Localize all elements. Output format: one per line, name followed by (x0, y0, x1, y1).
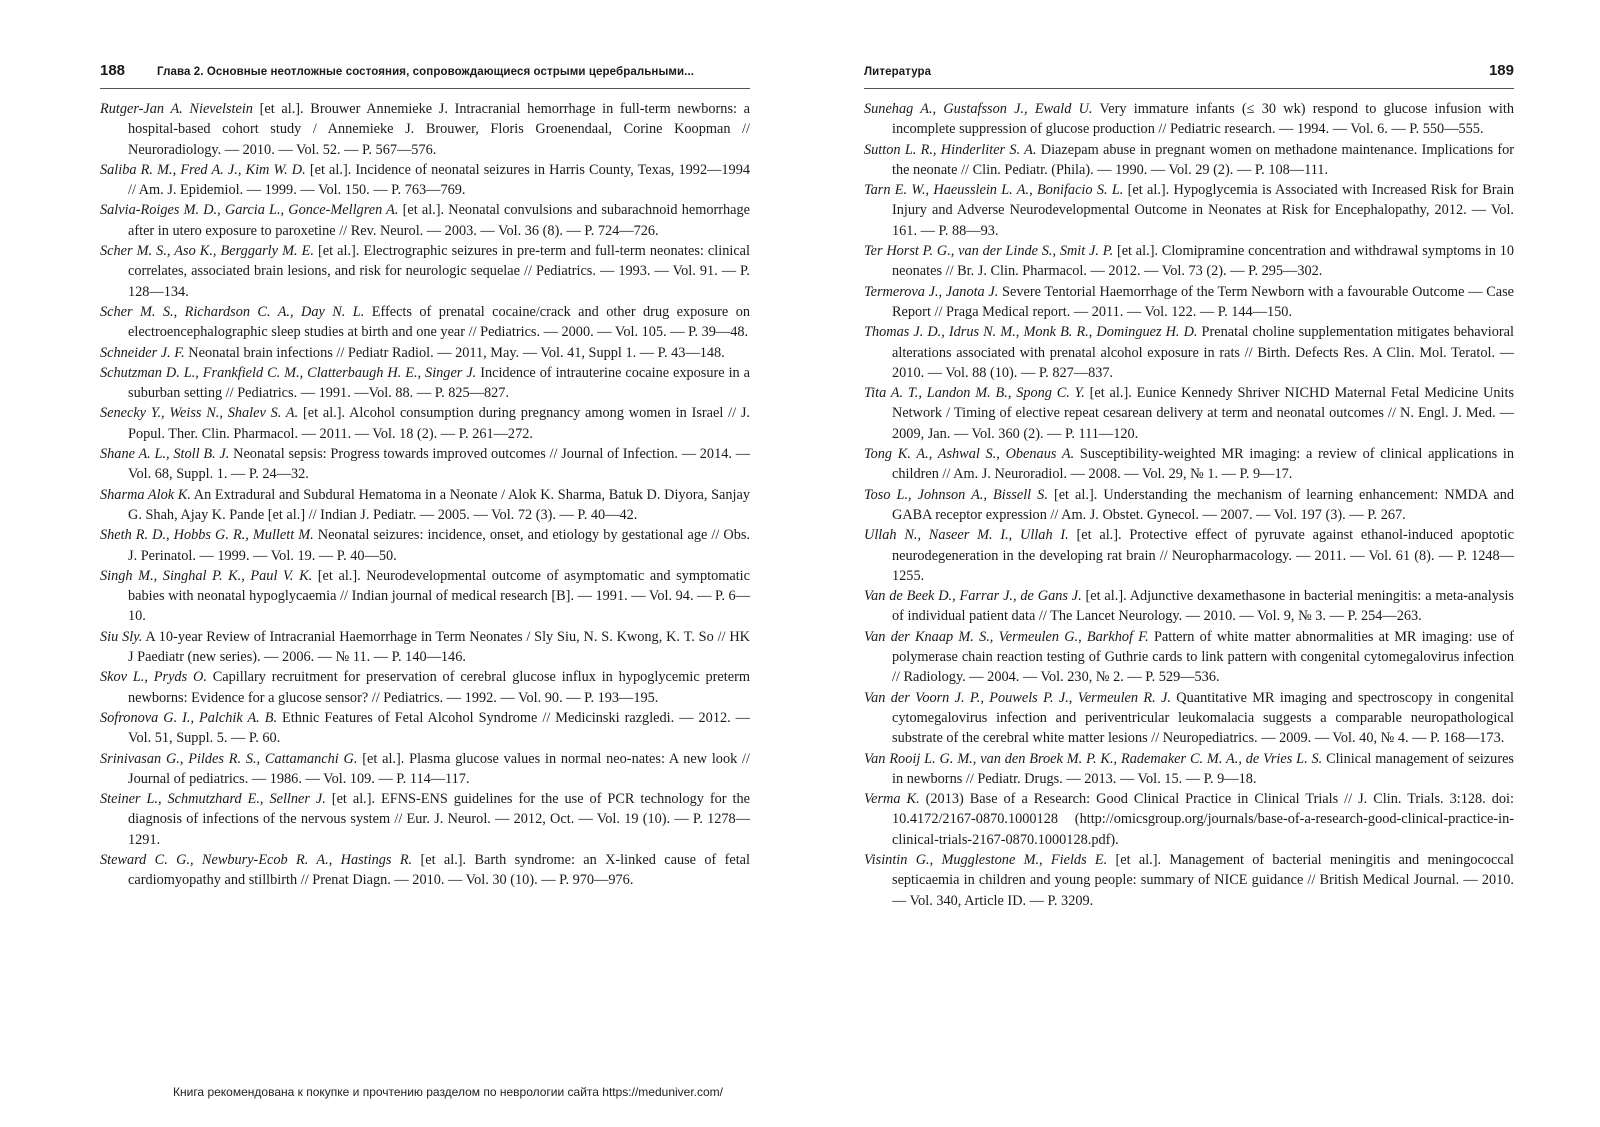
reference-entry (864, 789, 1514, 850)
reference-entry (100, 525, 750, 566)
reference-entry (864, 241, 1514, 282)
reference-entry (864, 444, 1514, 485)
reference-entry (100, 708, 750, 749)
reference-text: Prenatal choline supplementation mitigates behavioral alterations associated with prenatal alcohol exposure in rats // Birth. Defects Res. A Clin. Mol. Teratol. — 2010. — Vol. 88 (10). — P. 827—837. (892, 324, 1514, 381)
reference-authors: Sheth R. D., Hobbs G. R., Mullett M. (100, 527, 314, 544)
reference-text: [et al.]. Eunice Kennedy Shriver NICHD Maternal Fetal Medicine Units Network / Timing of elective repeat cesarean delivery at term and neonatal outcomes // N. Engl. J. Med. — 2009, Jan. — Vol. 360 (2). — P. 111—120. (892, 385, 1515, 442)
reference-authors: Ullah N., Naseer M. I., Ullah I. (864, 527, 1069, 544)
footer-note: Книга рекомендована к покупке и прочтению разделом по неврологии сайта https://meduniver.com/ (173, 1085, 724, 1099)
reference-entry (864, 485, 1514, 526)
reference-authors: Siu Sly. (100, 628, 143, 645)
reference-text: [et al.]. Adjunctive dexamethasone in bacterial meningitis: a meta-analysis of individual patient data // The Lancet Neurology. — 2010. — Vol. 9, № 3. — P. 254—263. (892, 588, 1514, 625)
reference-text: Diazepam abuse in pregnant women on methadone maintenance. Implications for the neonate // Clin. Pediatr. (Phila). — 1990. — Vol. 29 (2). — P. 108—111. (892, 141, 1514, 178)
reference-authors: Scher M. S., Richardson C. A., Day N. L. (100, 303, 365, 320)
page-number: 189 (1488, 62, 1514, 79)
reference-text: Neonatal sepsis: Progress towards improved outcomes // Journal of Infection. — 2014. — Vol. 68, Suppl. 1. — P. 24—32. (128, 446, 751, 483)
reference-text: [et al.]. Clomipramine concentration and withdrawal symptoms in 10 neonates // Br. J. Clin. Pharmacol. — 2012. — Vol. 73 (2). — P. 295—302. (892, 243, 1514, 280)
reference-authors: Steward C. G., Newbury-Ecob R. A., Hastings R. (100, 851, 413, 868)
reference-entry (100, 99, 750, 160)
reference-authors: Sutton L. R., Hinderliter S. A. (864, 141, 1037, 158)
reference-list (100, 99, 750, 891)
running-title: Глава 2. Основные неотложные состояния, сопровождающиеся острыми церебральными... (157, 66, 695, 78)
running-head (864, 62, 1514, 89)
reference-entry (100, 566, 750, 627)
reference-text: Susceptibility-weighted MR imaging: a review of clinical applications in children // Am. J. Neuroradiol. — 2008. — Vol. 29, № 1. — P. 9—17. (892, 446, 1515, 483)
reference-text: [et al.]. Understanding the mechanism of learning enhancement: NMDA and GABA receptor expression // Am. J. Obstet. Gynecol. — 2007. — Vol. 197 (3). — P. 267. (892, 486, 1514, 523)
reference-text: [et al.]. Protective effect of pyruvate against ethanol-induced apoptotic neurodegeneration in the developing rat brain // Neuropharmacology. — 2011. — Vol. 61 (8). — P. 1248—1255. (892, 527, 1514, 584)
reference-authors: Verma K. (864, 791, 920, 808)
reference-authors: Schneider J. F. (100, 344, 185, 361)
reference-entry (864, 688, 1514, 749)
reference-text: [et al.]. Hypoglycemia is Associated with Increased Risk for Brain Injury and Adverse Neurodevelopmental Outcome in Neonates at Risk for Encephalopathy, 2012. — Vol. 161. — P. 88—93. (892, 182, 1514, 239)
reference-text: [et al.]. Electrographic seizures in pre-term and full-term neonates: clinical correlates, associated brain lesions, and risk for neurologic sequelae // Pediatrics. — 1993. — Vol. 91. — P. 128—134. (128, 243, 750, 300)
reference-text: Very immature infants (≤ 30 wk) respond to glucose infusion with incomplete suppression of glucose production // Pediatric research. — 1994. — Vol. 6. — P. 550—555. (892, 101, 1514, 138)
reference-entry (864, 586, 1514, 627)
reference-entry (864, 180, 1514, 241)
reference-entry (100, 241, 750, 302)
reference-entry (864, 282, 1514, 323)
reference-entry (100, 749, 750, 790)
reference-entry (864, 322, 1514, 383)
reference-authors: Tong K. A., Ashwal S., Obenaus A. (864, 446, 1075, 463)
reference-entry (100, 403, 750, 444)
reference-authors: Senecky Y., Weiss N., Shalev S. A. (100, 405, 299, 422)
running-title: Литература (864, 66, 932, 78)
reference-text: Effects of prenatal cocaine/crack and other drug exposure on electroencephalographic sleep studies at birth and one year // Pediatrics. — 2000. — Vol. 105. — P. 39—48. (128, 303, 750, 341)
reference-entry (100, 789, 750, 850)
right-page (864, 62, 1514, 911)
reference-text: Incidence of intrauterine cocaine exposure in a suburban setting // Pediatrics. — 1991. —Vol. 88. — P. 825—827. (128, 364, 750, 402)
reference-text: [et al.]. Management of bacterial meningitis and meningococcal septicaemia in children and young people: summary of NICE guidance // British Medical Journal. — 2010. — Vol. 340, Article ID. — P. 3209. (892, 851, 1514, 909)
reference-text: Neonatal seizures: incidence, onset, and etiology by gestational age // Obs. J. Perinatol. — 1999. — Vol. 19. — P. 40—50. (128, 527, 750, 564)
reference-text: (2013) Base of a Research: Good Clinical Practice in Clinical Trials // J. Clin. Trials. 3:128. doi: 10.4172/2167-0870.1000128 (http://omicsgroup.org/journals/base-of-a-research-good-clinical-practice-in-clinical-trials-2167-0870.1000128.pdf). (892, 791, 1514, 848)
reference-authors: Van der Knaap M. S., Vermeulen G., Barkhof F. (864, 628, 1149, 645)
reference-entry (100, 850, 750, 891)
reference-authors: Singh M., Singhal P. K., Paul V. K. (100, 567, 313, 584)
reference-text: [et al.]. Alcohol consumption during pregnancy among women in Israel // J. Popul. Ther. Clin. Pharmacol. — 2011. — Vol. 18 (2). — P. 261—272. (128, 405, 750, 442)
reference-authors: Tarn E. W., Haeusslein L. A., Bonifacio S. L. (864, 182, 1124, 199)
reference-authors: Sofronova G. I., Palchik A. B. (100, 709, 278, 726)
left-page (100, 62, 750, 891)
reference-authors: Sharma Alok K. (100, 486, 191, 503)
reference-entry (100, 667, 750, 708)
reference-text: [et al.]. Incidence of neonatal seizures in Harris County, Texas, 1992—1994 // Am. J. Epidemiol. — 1999. — Vol. 150. — P. 763—769. (128, 161, 750, 199)
reference-authors: Van der Voorn J. P., Pouwels P. J., Vermeulen R. J. (864, 689, 1171, 706)
reference-entry (864, 140, 1514, 181)
reference-entry (864, 850, 1514, 911)
reference-authors: Tita A. T., Landon M. B., Spong C. Y. (864, 385, 1085, 402)
reference-entry (100, 363, 750, 404)
reference-authors: Van de Beek D., Farrar J., de Gans J. (864, 588, 1082, 605)
reference-text: A 10-year Review of Intracranial Haemorrhage in Term Neonates / Sly Siu, N. S. Kwong, K. T. So // HK J Paediatr (new series). — 2006. — № 11. — P. 140—146. (128, 628, 750, 666)
reference-entry (864, 627, 1514, 688)
reference-text: [et al.]. Neurodevelopmental outcome of asymptomatic and symptomatic babies with neonatal hypoglycaemia // Indian journal of medical research [B]. — 1991. — Vol. 94. — P. 6—10. (128, 567, 750, 625)
reference-text: An Extradural and Subdural Hematoma in a Neonate / Alok K. Sharma, Batuk D. Diyora, Sanjay G. Shah, Ajay K. Pande [et al.] // Indian J. Pediatr. — 2005. — Vol. 72 (3). — P. 40—42. (128, 486, 750, 523)
reference-authors: Salvia-Roiges M. D., Garcia L., Gonce-Mellgren A. (100, 202, 399, 219)
reference-text: [et al.]. EFNS-ENS guidelines for the use of PCR technology for the diagnosis of infections of the nervous system // Eur. J. Neurol. — 2012, Oct. — Vol. 19 (10). — P. 1278—1291. (128, 791, 750, 848)
reference-authors: Steiner L., Schmutzhard E., Sellner J. (100, 791, 326, 808)
reference-authors: Schutzman D. L., Frankfield C. M., Clatterbaugh H. E., Singer J. (100, 364, 477, 381)
reference-authors: Srinivasan G., Pildes R. S., Cattamanchi G. (100, 750, 358, 767)
reference-entry (100, 444, 750, 485)
reference-authors: Visintin G., Mugglestone M., Fields E. (864, 851, 1108, 868)
reference-entry (864, 383, 1514, 444)
reference-authors: Van Rooij L. G. M., van den Broek M. P. K., Rademaker C. M. A., de Vries L. S. (864, 750, 1323, 767)
reference-authors: Termerova J., Janota J. (864, 283, 999, 300)
reference-entry (864, 749, 1514, 790)
reference-authors: Scher M. S., Aso K., Berggarly M. E. (100, 243, 314, 260)
reference-entry (100, 343, 750, 363)
reference-text: [et al.]. Neonatal convulsions and subarachnoid hemorrhage after in utero exposure to paroxetine // Rev. Neurol. — 2003. — Vol. 36 (8). — P. 724—726. (128, 202, 750, 239)
reference-text: Quantitative MR imaging and spectroscopy in congenital cytomegalovirus infection and periventricular leukomalacia suggests a comparable neuropathological substrate of the cerebral white matter lesions // Neuropediatrics. — 2009. — Vol. 40, № 4. — P. 168—173. (892, 689, 1514, 747)
reference-text: [et al.]. Brouwer Annemieke J. Intracranial hemorrhage in full-term newborns: a hospital-based cohort study / Annemieke J. Brouwer, Floris Groenendaal, Corine Koopman // Neuroradiology. — 2010. — Vol. 52. — P. 567—576. (128, 101, 751, 158)
reference-text: [et al.]. Plasma glucose values in normal neo-nates: A new look // Journal of pediatrics. — 1986. — Vol. 109. — P. 114—117. (128, 750, 750, 787)
reference-authors: Thomas J. D., Idrus N. M., Monk B. R., Dominguez H. D. (864, 324, 1198, 341)
reference-entry (864, 99, 1514, 140)
reference-text: Clinical management of seizures in newborns // Pediatr. Drugs. — 2013. — Vol. 15. — P. 9—18. (892, 750, 1514, 787)
reference-entry (100, 160, 750, 201)
reference-text: Ethnic Features of Fetal Alcohol Syndrome // Medicinski razgledi. — 2012. — Vol. 51, Suppl. 5. — P. 60. (128, 709, 750, 747)
reference-text: Pattern of white matter abnormalities at MR imaging: use of polymerase chain reaction testing of Guthrie cards to link pattern with congenital cytomegalovirus infection // Radiology. — 2004. — Vol. 230, № 2. — P. 529—536. (892, 628, 1514, 686)
reference-entry (100, 485, 750, 526)
page-number: 188 (100, 62, 126, 79)
reference-authors: Sunehag A., Gustafsson J., Ewald U. (864, 101, 1093, 117)
reference-authors: Rutger-Jan A. Nievelstein (100, 101, 253, 117)
reference-authors: Saliba R. M., Fred A. J., Kim W. D. (100, 161, 306, 178)
reference-text: Capillary recruitment for preservation of cerebral glucose influx in hypoglycemic preterm newborns: Evidence for a glucose sensor? // Pediatrics. — 1992. — Vol. 90. — P. 193—195. (128, 669, 750, 706)
reference-entry (100, 627, 750, 668)
reference-list (864, 99, 1514, 911)
reference-authors: Skov L., Pryds O. (100, 669, 207, 686)
reference-text: Severe Tentorial Haemorrhage of the Term Newborn with a favourable Outcome — Case Report // Praga Medical report. — 2011. — Vol. 122. — P. 144—150. (892, 283, 1514, 320)
running-head (100, 62, 750, 89)
reference-text: Neonatal brain infections // Pediatr Radiol. — 2011, May. — Vol. 41, Suppl 1. — P. 43—148. (184, 344, 725, 361)
reference-authors: Shane A. L., Stoll B. J. (100, 446, 230, 463)
reference-authors: Ter Horst P. G., van der Linde S., Smit J. P. (864, 243, 1114, 260)
reference-entry (100, 200, 750, 241)
reference-authors: Toso L., Johnson A., Bissell S. (864, 486, 1048, 503)
reference-entry (100, 302, 750, 343)
reference-text: [et al.]. Barth syndrome: an X-linked cause of fetal cardiomyopathy and stillbirth // Prenat Diagn. — 2010. — Vol. 30 (10). — P. 970—976. (128, 851, 750, 889)
reference-entry (864, 525, 1514, 586)
